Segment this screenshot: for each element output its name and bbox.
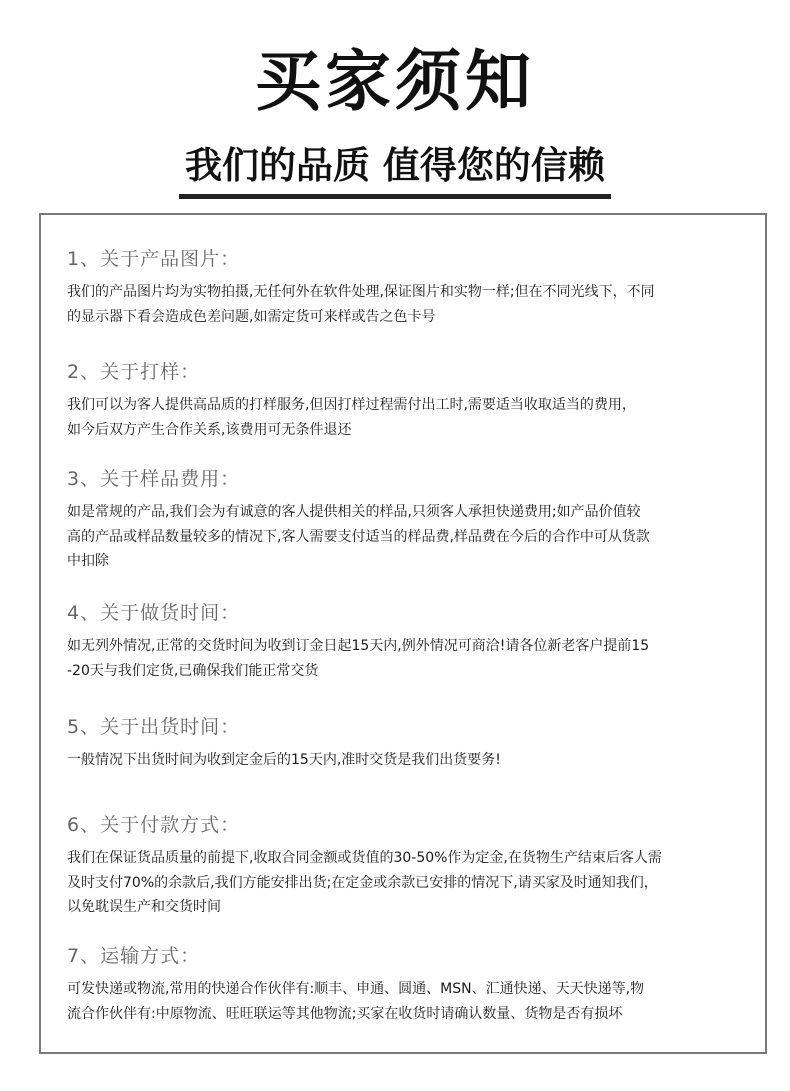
section-heading: 7、运输方式： (67, 945, 201, 967)
section-text-line: 可发快递或物流,常用的快递合作伙伴有:顺丰、申通、圆通、MSN、汇通快递、天天快递等,物 (67, 981, 645, 997)
section-text-line: 如是常规的产品,我们会为有诚意的客人提供相关的样品,只须客人承担快递费用;如产品价值较 (67, 504, 641, 520)
section-payment (67, 812, 747, 920)
section-heading: 4、关于做货时间： (67, 602, 241, 624)
section-text-line: 我们可以为客人提供高品质的打样服务,但因打样过程需付出工时,需要适当收取适当的费用， (67, 397, 636, 413)
section-text-line: 如今后双方产生合作关系,该费用可无条件退还 (67, 421, 352, 438)
notice-box (39, 213, 767, 1054)
section-text-line: 以免耽误生产和交货时间 (67, 899, 221, 915)
section-text-line: 如无列外情况,正常的交货时间为收到订金日起15天内,例外情况可商洽!请各位新老客户提前15 (67, 638, 650, 654)
section-text-line: 高的产品或样品数量较多的情况下,客人需要支付适当的样品费,样品费在今后的合作中可从货款 (67, 528, 650, 545)
subtitle-container (0, 142, 790, 199)
section-product-images (67, 246, 747, 329)
section-text-line: 流合作伙伴有:中原物流、旺旺联运等其他物流;买家在收货时请确认数量、货物是否有损坏 (67, 1005, 623, 1022)
section-text-line: 及时支付70%的余款后,我们方能安排出货;在定金或余款已安排的情况下,请买家及时通知我们， (67, 874, 658, 891)
section-text-line: 我们的产品图片均为实物拍摄,无任何外在软件处理,保证图片和实物一样;但在不同光线下，不同 (67, 284, 655, 300)
section-sample-fee (67, 466, 747, 574)
section-transport (67, 943, 747, 1026)
section-production-time (67, 600, 747, 683)
section-shipping-time (67, 714, 747, 773)
section-heading: 5、关于出货时间： (67, 716, 241, 738)
section-heading: 3、关于样品费用： (67, 468, 241, 490)
section-heading: 2、关于打样： (67, 361, 201, 383)
section-text-line: 我们在保证货品质量的前提下,收取合同金额或货值的30-50%作为定金,在货物生产结束后客人需 (67, 850, 662, 866)
page-subtitle: 我们的品质 值得您的信赖 (179, 142, 611, 199)
page-title: 买家须知 (255, 43, 535, 120)
section-heading: 1、关于产品图片： (67, 248, 241, 270)
section-sampling (67, 359, 747, 442)
section-text-line: 的显示器下看会造成色差问题,如需定货可来样或告之色卡号 (67, 308, 436, 325)
section-text-line: 中扣除 (67, 553, 109, 569)
section-text-line: -20天与我们定货,已确保我们能正常交货 (67, 662, 319, 679)
section-heading: 6、关于付款方式： (67, 814, 241, 836)
section-text-line: 一般情况下出货时间为收到定金后的15天内,准时交货是我们出货要务! (67, 752, 501, 768)
